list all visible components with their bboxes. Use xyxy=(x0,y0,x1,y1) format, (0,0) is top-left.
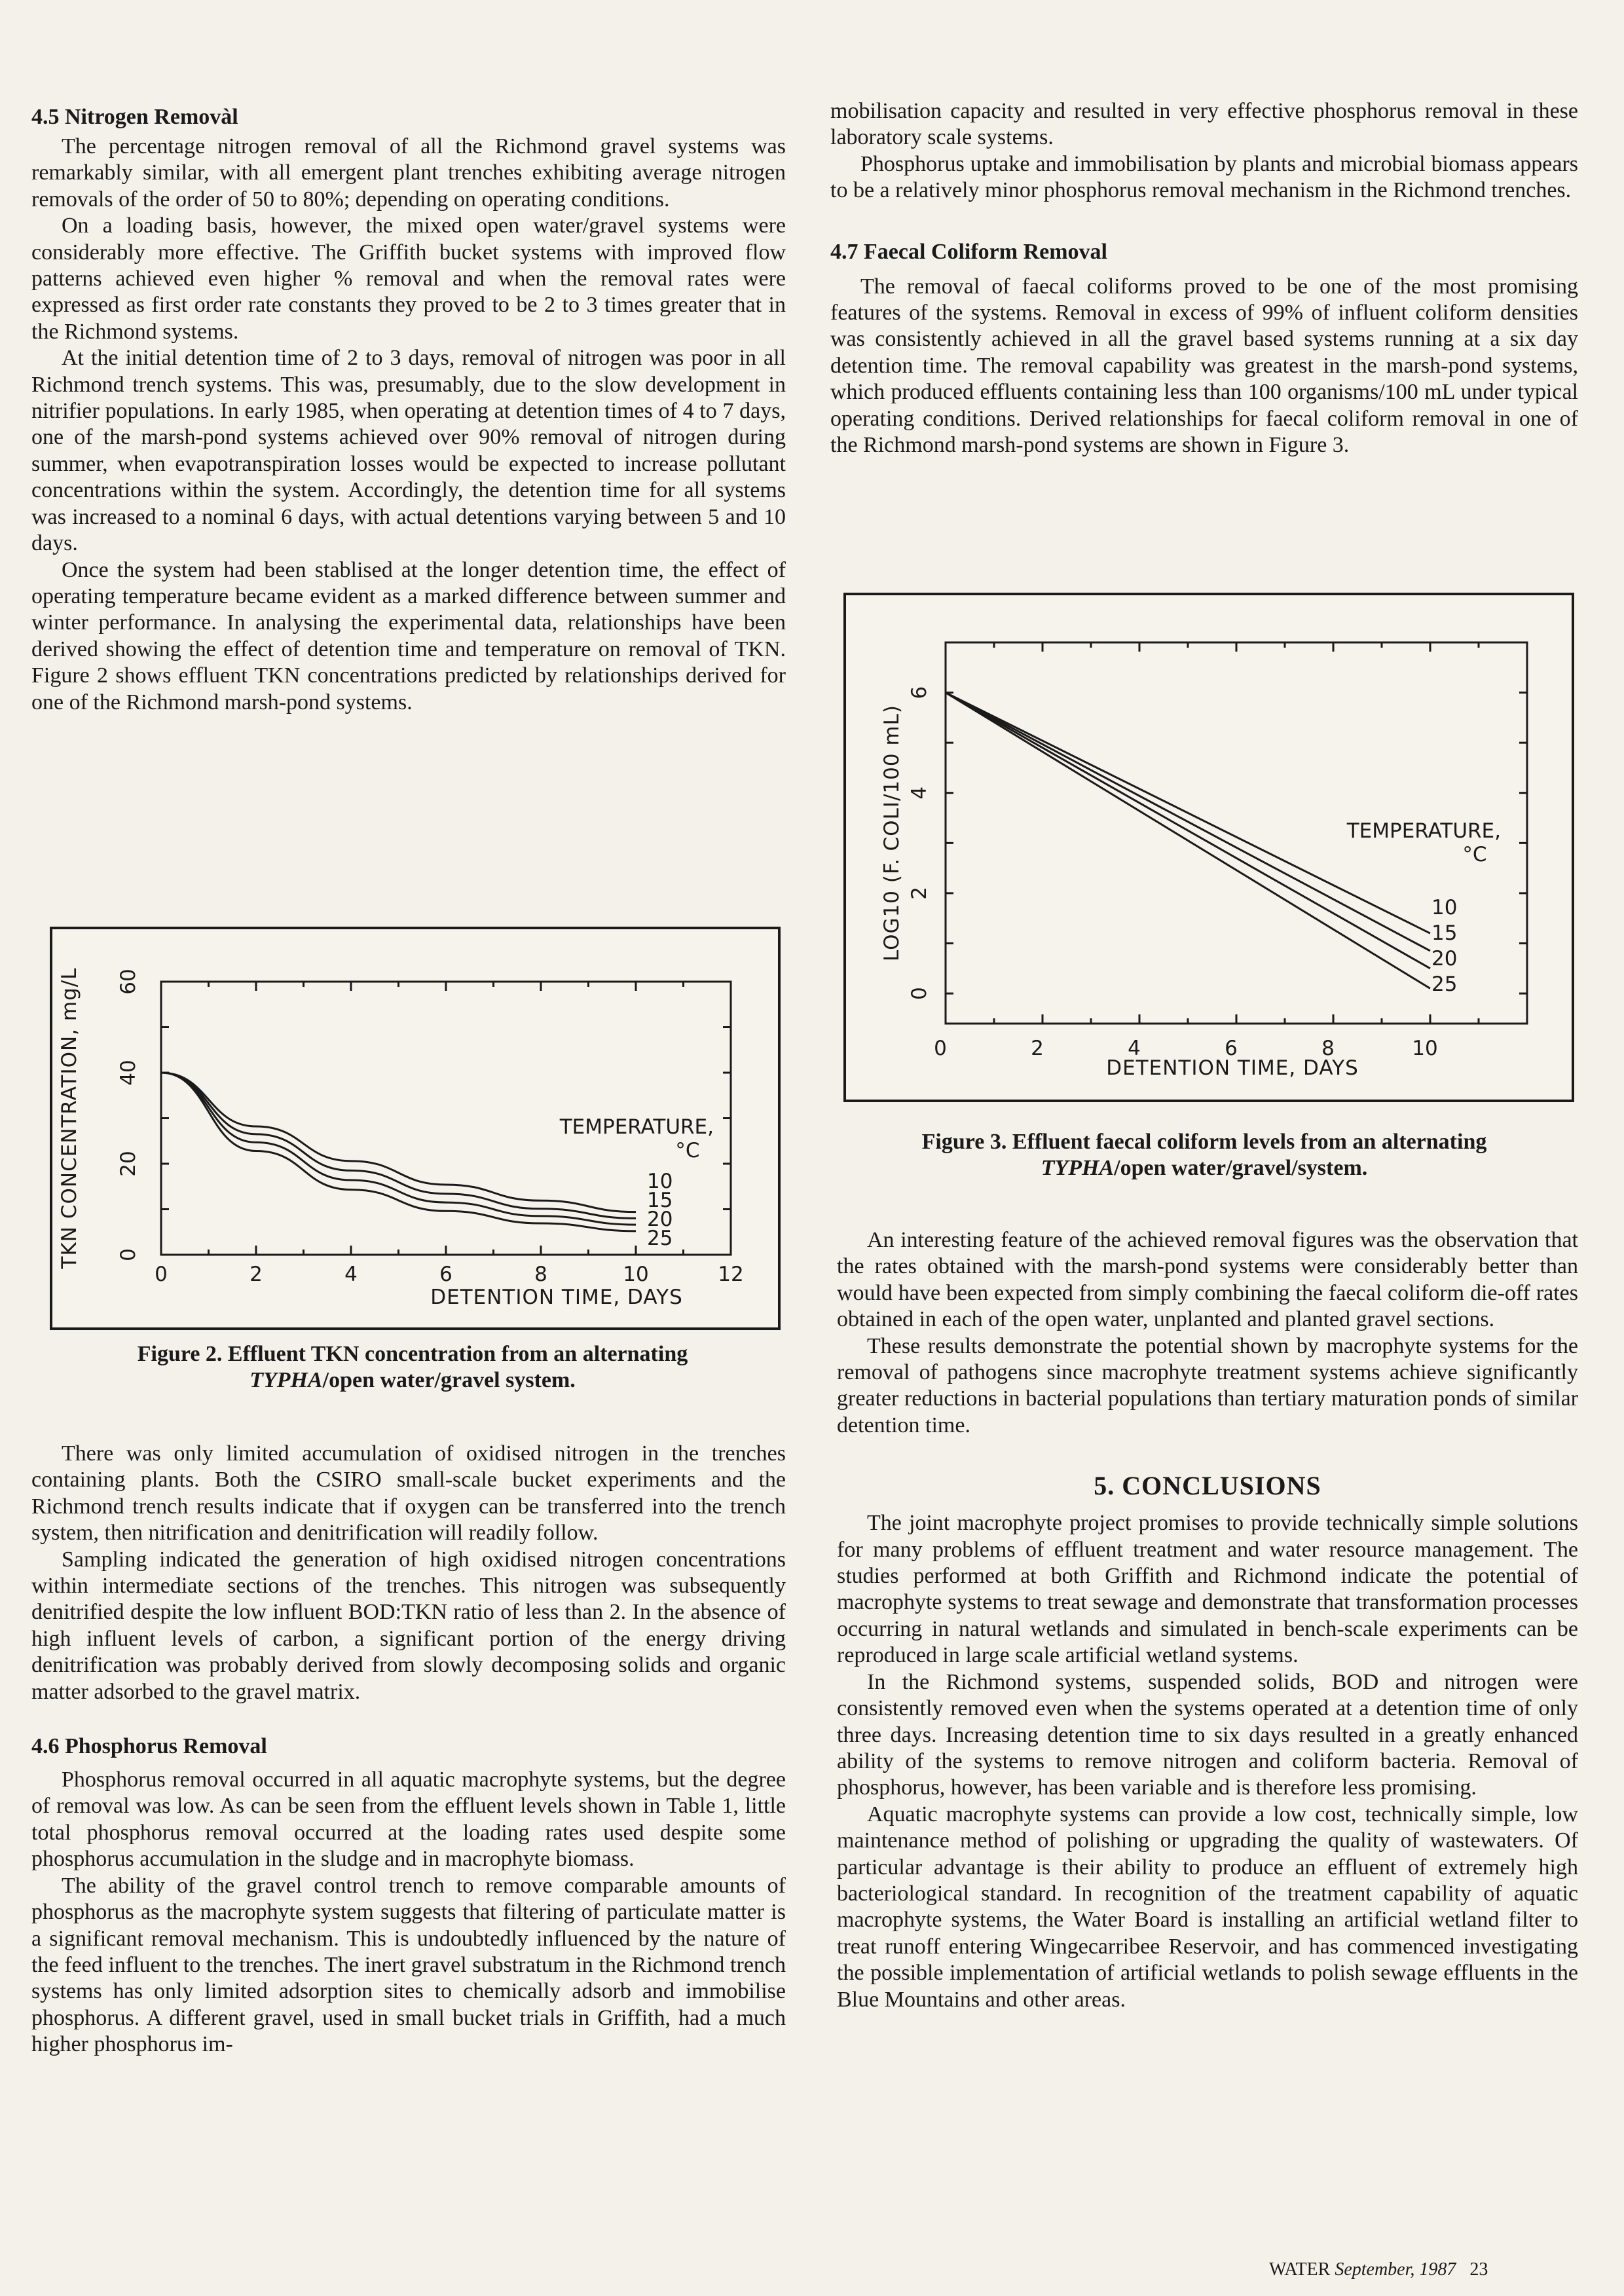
x-axis-label: DETENTION TIME, DAYS xyxy=(430,1286,683,1309)
x-tick-label: 0 xyxy=(934,1037,947,1060)
paragraph: On a loading basis, however, the mixed open water/gravel systems were considerably more effective. The Griffith bucket systems with improved flow patterns achieved even higher % removal and when the removal rates were expressed as first order rate constants they proved to be 2 to 3 times greater that in the Richmond systems. xyxy=(31,213,786,344)
figure-2-caption xyxy=(50,1341,775,1394)
figure-2-svg xyxy=(52,929,778,1327)
figure-2-caption-rest: /open water/gravel system. xyxy=(322,1368,576,1392)
left-column-lower xyxy=(31,1441,786,2058)
page-footer xyxy=(1269,2259,1488,2280)
paragraph: In the Richmond systems, suspended solids, BOD and nitrogen were consistently removed even when the systems operated at a detention time of only three days. Increasing detention time to six days resulted in a greatly enhanced ability of the systems to remove nitrogen and coliform bacteria. Removal of phosphorus, however, has been variable and is therefore less promising. xyxy=(837,1669,1578,1800)
series-label-10: 10 xyxy=(1431,896,1458,919)
y-tick-label: 20 xyxy=(117,1151,140,1177)
x-tick-label: 2 xyxy=(1031,1037,1044,1060)
figure-3-chart xyxy=(843,593,1574,1102)
x-tick-label: 8 xyxy=(534,1263,547,1286)
x-tick-label: 0 xyxy=(155,1263,168,1286)
paragraph: These results demonstrate the potential shown by macrophyte systems for the removal of pathogens since macrophyte treatment systems achieve significantly greater reductions in bacterial populations than tertiary maturation ponds of similar detention time. xyxy=(837,1333,1578,1437)
series-label-15: 15 xyxy=(647,1189,673,1212)
y-axis-label: TKN CONCENTRATION, mg/L xyxy=(58,967,81,1269)
y-tick-label: 60 xyxy=(117,969,140,995)
legend-unit: °C xyxy=(1462,843,1487,866)
legend-unit: °C xyxy=(675,1139,700,1162)
series-line-15 xyxy=(161,1073,636,1218)
y-tick-label: 2 xyxy=(908,887,931,900)
x-tick-label: 6 xyxy=(1225,1037,1238,1060)
y-tick-label: 6 xyxy=(908,686,931,699)
y-tick-label: 40 xyxy=(117,1060,140,1086)
figure-3-caption-rest: /open water/gravel/system. xyxy=(1114,1156,1368,1180)
page-number: 23 xyxy=(1469,2259,1488,2280)
figure-2-chart xyxy=(50,927,781,1330)
paragraph: There was only limited accumulation of oxidised nitrogen in the trenches containing plants. Both the CSIRO small-scale bucket experiments and the Richmond trench results indicate that if oxygen can be transferred into the trench system, then nitrification and denitrification will readily follow. xyxy=(31,1441,786,1546)
right-column xyxy=(830,98,1578,458)
x-tick-label: 4 xyxy=(344,1263,358,1286)
x-axis-label: DETENTION TIME, DAYS xyxy=(1106,1056,1359,1080)
series-label-25: 25 xyxy=(1431,972,1458,996)
series-label-25: 25 xyxy=(647,1227,673,1250)
paragraph: Once the system had been stablised at the longer detention time, the effect of operating temperature became evident as a marked difference between summer and winter performance. In analysing the experimental data, relationships have been derived showing the effect of detention time and temperature on removal of TKN. Figure 2 shows effluent TKN concentrations predicted by relationships derived for one of the Richmond marsh-pond systems. xyxy=(31,557,786,714)
y-tick-label: 4 xyxy=(908,786,931,800)
figure-2-caption-italic: TYPHA xyxy=(249,1368,323,1392)
paragraph: Sampling indicated the generation of high oxidised nitrogen concentrations within intermediate sections of the trenches. This nitrogen was subsequently denitrified despite the low influent BOD:TKN ratio of less than 2. In the absence of high influent levels of carbon, a significant portion of the energy driving denitrification was probably derived from slowly decomposing solids and organic matter adsorbed to the gravel matrix. xyxy=(31,1547,786,1704)
series-label-20: 20 xyxy=(1431,947,1458,971)
section-heading-coliform: 4.7 Faecal Coliform Removal xyxy=(830,239,1107,264)
x-tick-label: 8 xyxy=(1321,1037,1335,1060)
figure-3-svg xyxy=(846,595,1572,1100)
x-tick-label: 10 xyxy=(623,1263,649,1286)
y-tick-label: 0 xyxy=(908,987,931,1000)
paragraph: Phosphorus uptake and immobilisation by plants and microbial biomass appears to be a relatively minor phosphorus removal mechanism in the Richmond trenches. xyxy=(830,151,1578,203)
y-tick-label: 0 xyxy=(117,1248,140,1261)
legend-title: TEMPERATURE, xyxy=(1346,819,1501,843)
figure-3-caption xyxy=(830,1129,1578,1181)
paragraph: The removal of faecal coliforms proved to be one of the most promising features of the systems. Removal in excess of 99% of influent coliform densities was consistently achieved in all the gravel based systems running at a six day detention time. The removal capability was greatest in the marsh-pond systems, which produced effluents containing less than 100 organisms/100 mL under typical operating conditions. Derived relationships for faecal coliform removal in one of the Richmond marsh-pond systems are shown in Figure 3. xyxy=(830,274,1578,458)
paragraph: mobilisation capacity and resulted in very effective phosphorus removal in these laboratory scale systems. xyxy=(830,99,1578,150)
paragraph: Aquatic macrophyte systems can provide a low cost, technically simple, low maintenance method of polishing or upgrading the quality of wastewaters. Of particular advantage is their ability to produce an effluent of extremely high bacteriological standard. In recognition of the treatment capability of aquatic macrophyte systems, the Water Board is installing an artificial wetland filter to treat runoff entering Wingecarribee Reservoir, and has commenced investigating the possible implementation of artificial wetlands to polish sewage effluents in the Blue Mountains and other areas. xyxy=(837,1802,1578,2012)
paragraph: The joint macrophyte project promises to provide technically simple solutions for many problems of effluent treatment and water resource management. The studies performed at both Griffith and Richmond indicate the potential of macrophyte systems to treat sewage and demonstrate that transformation processes occurring in natural wetlands and simulated in bench-scale experiments can be reproduced in large scale artificial wetland systems. xyxy=(837,1511,1578,1668)
left-column xyxy=(31,98,786,716)
series-label-20: 20 xyxy=(647,1208,673,1231)
x-tick-label: 10 xyxy=(1412,1037,1438,1060)
issue-date: September, 1987 xyxy=(1335,2259,1456,2280)
section-heading-conclusions: 5. CONCLUSIONS xyxy=(1094,1471,1321,1501)
x-tick-label: 12 xyxy=(718,1263,744,1286)
paragraph: At the initial detention time of 2 to 3 days, removal of nitrogen was poor in all Richmond trench systems. This was, presumably, due to the slow development in nitrifier populations. In early 1985, when operating at detention times of 4 to 7 days, one of the marsh-pond systems achieved over 90% removal of nitrogen during summer, when evapotranspiration losses would be expected to increase pollutant concentrations within the system. Accordingly, the detention time for all systems was increased to a nominal 6 days, with actual detentions varying between 5 and 10 days. xyxy=(31,346,786,556)
section-heading-nitrogen: 4.5 Nitrogen Removàl xyxy=(31,105,238,129)
paragraph: An interesting feature of the achieved removal figures was the observation that the rates obtained with the marsh-pond systems were considerably better than would have been expected from simply combining the faecal coliform die-off rates obtained in each of the open water, unplanted and planted gravel sections. xyxy=(837,1228,1578,1332)
paragraph: The ability of the gravel control trench to remove comparable amounts of phosphorus as the macrophyte system suggests that filtering of particulate matter is a significant removal mechanism. This is undoubtedly influenced by the nature of the feed influent to the trenches. The inert gravel substratum in the Richmond trench systems has only limited adsorption sites to chemically adsorb and immobilise phosphorus. A different gravel, used in small bucket trials in Griffith, had a much higher phosphorus im- xyxy=(31,1873,786,2057)
series-label-15: 15 xyxy=(1431,921,1458,945)
x-tick-label: 4 xyxy=(1128,1037,1141,1060)
figure-2-caption-line1: Figure 2. Effluent TKN concentration from an alternating xyxy=(137,1342,688,1366)
y-axis-label: LOG10 (F. COLI/100 mL) xyxy=(880,704,904,962)
paragraph: Phosphorus removal occurred in all aquatic macrophyte systems, but the degree of removal was low. As can be seen from the effluent levels shown in Table 1, little total phosphorus removal occurred at the loading rates used despite some phosphorus accumulation in the sludge and in macrophyte biomass. xyxy=(31,1768,786,1872)
section-heading-phosphorus: 4.6 Phosphorus Removal xyxy=(31,1734,267,1759)
figure-3-caption-line1: Figure 3. Effluent faecal coliform levels from an alternating xyxy=(921,1130,1487,1154)
figure-3-caption-italic: TYPHA xyxy=(1041,1156,1115,1180)
series-line-25 xyxy=(161,1073,636,1231)
right-column-lower xyxy=(837,1227,1578,2013)
journal-name: WATER xyxy=(1269,2259,1331,2280)
series-label-10: 10 xyxy=(647,1170,673,1193)
x-tick-label: 2 xyxy=(249,1263,263,1286)
legend-title: TEMPERATURE, xyxy=(559,1115,714,1139)
series-line-10 xyxy=(946,693,1430,934)
paragraph: The percentage nitrogen removal of all the Richmond gravel systems was remarkably similar, with all emergent plant trenches exhibiting average nitrogen removals of the order of 50 to 80%; depending on operating conditions. xyxy=(31,134,786,212)
x-tick-label: 6 xyxy=(439,1263,452,1286)
